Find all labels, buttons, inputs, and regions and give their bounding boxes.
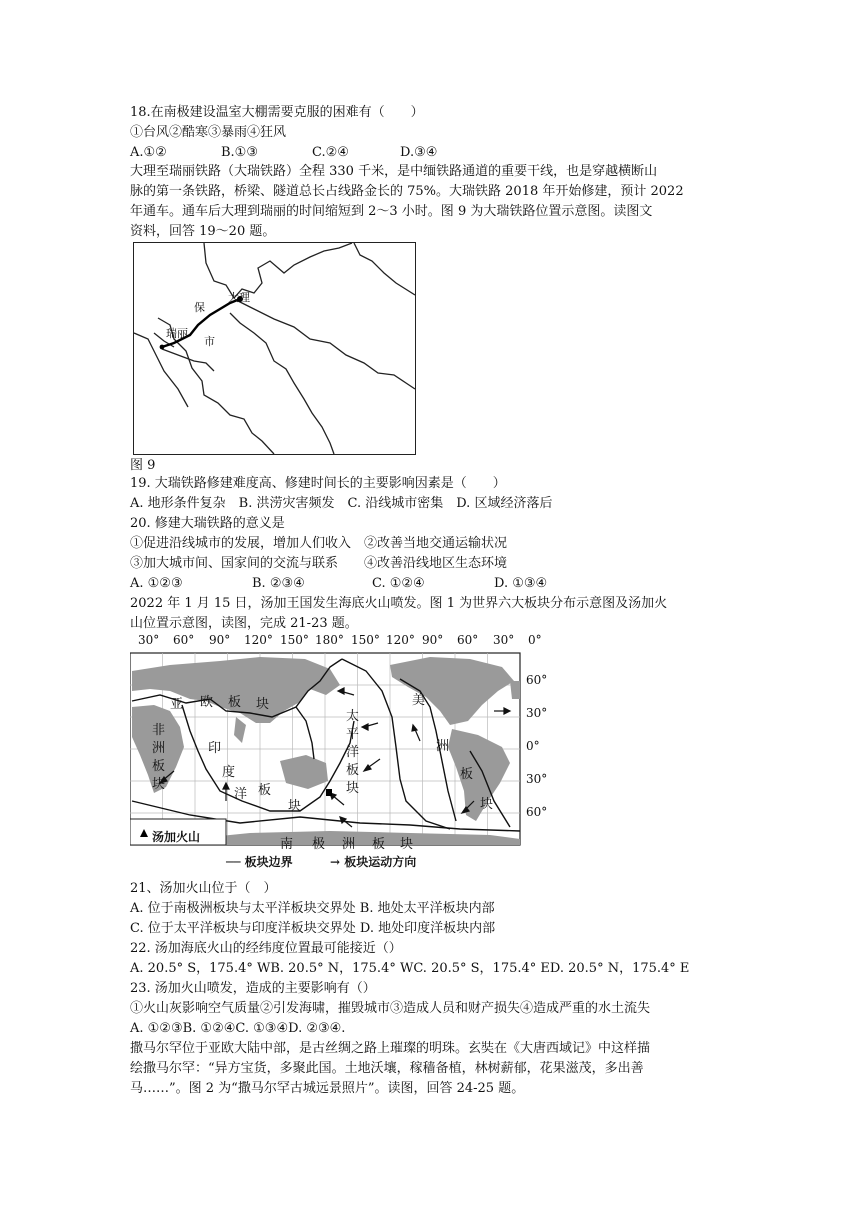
q21-options-ab: A. 位于南极洲板块与太平洋板块交界处 B. 地处太平洋板块内部 <box>130 901 495 916</box>
intro19-line-4: 资料，回答 19～20 题。 <box>130 224 276 239</box>
plate-label-indo-3: 洋 <box>234 787 248 802</box>
latitude-tick: 60° <box>526 673 548 687</box>
plate-label-eurasia-4: 块 <box>256 697 270 712</box>
latitude-tick: 60° <box>526 805 548 819</box>
intro19-line-3: 年通车。通车后大理到瑞丽的时间缩短到 2～3 小时。图 9 为大瑞铁路位置示意图。读图文 <box>130 204 653 219</box>
label-bao: 保 <box>194 301 205 314</box>
plate-label-america-2: 洲 <box>436 739 450 754</box>
q20-items-2: ③加大城市间、国家间的交流与联系 ④改善沿线地区生态环境 <box>130 556 508 571</box>
q18-option-d: D.③④ <box>400 145 438 160</box>
plate-label-america-4: 块 <box>480 797 494 812</box>
plate-label-eurasia-3: 板 <box>228 695 242 710</box>
plate-label-eurasia-2: 欧 <box>200 695 214 710</box>
longitude-tick: 120° <box>386 633 415 647</box>
q18-stem: 18.在南极建设温室大棚需要克服的困难有（ ） <box>130 105 424 120</box>
q23-stem: 23. 汤加火山喷发，造成的主要影响有（） <box>130 981 376 996</box>
longitude-tick: 120° <box>244 633 273 647</box>
intro19-line-1: 大理至瑞丽铁路（大瑞铁路）全程 330 千米，是中缅铁路通道的重要干线，也是穿越横断山 <box>130 164 658 179</box>
longitude-tick: 90° <box>422 633 444 647</box>
q21-options-cd: C. 位于太平洋板块与印度洋板块交界处 D. 地处印度洋板块内部 <box>130 921 496 936</box>
figure-9-caption: 图 9 <box>130 458 156 473</box>
longitude-tick: 60° <box>173 633 195 647</box>
plate-label-pacific-4: 板 <box>346 763 360 778</box>
plate-label-antarctic-3: 洲 <box>342 837 356 852</box>
q20-option-c: C. ①②④ <box>372 576 425 591</box>
q19-stem: 19. 大瑞铁路修建难度高、修建时间长的主要影响因素是（ ） <box>130 476 506 491</box>
legend-volcano-label: 汤加火山 <box>152 830 201 844</box>
plate-label-antarctic-2: 极 <box>312 837 326 852</box>
plate-label-pacific-2: 平 <box>346 727 360 742</box>
latitude-tick: 30° <box>526 706 548 720</box>
plate-label-antarctic-5: 块 <box>400 837 414 852</box>
label-shi: 市 <box>204 335 215 348</box>
plate-label-africa-1: 非 <box>152 723 166 738</box>
figure-9-map <box>133 242 416 455</box>
q18-option-b: B.①③ <box>221 145 258 160</box>
tonga-volcano-marker <box>326 789 332 796</box>
intro21-line-1: 2022 年 1 月 15 日，汤加王国发生海底火山喷发。图 1 为世界六大板块分布示意图及汤加火 <box>130 596 668 611</box>
q18-option-a: A.①② <box>130 145 167 160</box>
plate-label-pacific-1: 太 <box>346 709 360 724</box>
q20-option-b: B. ②③④ <box>252 576 305 591</box>
plate-label-africa-4: 块 <box>152 777 166 792</box>
longitude-tick: 90° <box>209 633 231 647</box>
plate-label-pacific-5: 块 <box>346 781 360 796</box>
q23-items: ①火山灰影响空气质量②引发海啸，摧毁城市③造成人员和财产损失④造成严重的水土流失 <box>130 1001 651 1016</box>
longitude-tick: 150° <box>280 633 309 647</box>
plate-label-pacific-3: 洋 <box>346 745 360 760</box>
q21-stem: 21、汤加火山位于（ ） <box>130 881 277 896</box>
longitude-tick: 30° <box>493 633 515 647</box>
plate-label-indo-4: 板 <box>258 783 272 798</box>
q20-items-1: ①促进沿线城市的发展，增加人们收入 ②改善当地交通运输状况 <box>130 536 508 551</box>
plate-label-africa-2: 洲 <box>152 741 166 756</box>
intro24-line-2: 绘撒马尔罕：“异方宝货，多聚此国。土地沃壤，稼穑备植，林树薪郁，花果滋茂，多出善 <box>130 1061 644 1076</box>
intro21-line-2: 山位置示意图，读图，完成 21-23 题。 <box>130 616 358 631</box>
plate-label-indo-5: 块 <box>288 799 302 814</box>
q20-option-d: D. ①③④ <box>494 576 548 591</box>
q22-stem: 22. 汤加海底火山的经纬度位置最可能接近（） <box>130 941 402 956</box>
q23-options: A. ①②③B. ①②④C. ①③④D. ②③④. <box>130 1021 346 1036</box>
longitude-tick: 150° <box>351 633 380 647</box>
label-dali: 大理 <box>228 291 250 304</box>
legend-motion: → 板块运动方向 <box>330 855 417 869</box>
longitude-tick: 180° <box>315 633 344 647</box>
plate-label-africa-3: 板 <box>152 759 166 774</box>
legend-boundary: ── 板块边界 <box>226 855 293 869</box>
latitude-tick: 30° <box>526 772 548 786</box>
plate-label-america-1: 美 <box>412 693 426 708</box>
latitude-tick: 0° <box>526 739 540 753</box>
q18-items: ①台风②酷寒③暴雨④狂风 <box>130 125 287 140</box>
plate-label-indo-2: 度 <box>222 765 236 780</box>
label-ruili: 瑞丽 <box>166 327 188 340</box>
plate-label-eurasia-1: 亚 <box>170 697 184 712</box>
plate-label-antarctic-1: 南 <box>280 837 294 852</box>
longitude-tick: 60° <box>457 633 479 647</box>
intro24-line-1: 撒马尔罕位于亚欧大陆中部，是古丝绸之路上璀璨的明珠。玄奘在《大唐西域记》中这样描 <box>130 1041 651 1056</box>
q18-option-c: C.②④ <box>312 145 349 160</box>
q19-options: A. 地形条件复杂 B. 洪涝灾害频发 C. 沿线城市密集 D. 区域经济落后 <box>130 496 553 511</box>
longitude-tick: 30° <box>138 633 160 647</box>
q22-options: A. 20.5° S，175.4° WB. 20.5° N，175.4° WC. 20.5° S，175.4° ED. 20.5° N，175.4° E <box>130 961 690 976</box>
figure-9-svg <box>134 243 415 454</box>
longitude-tick: 0° <box>528 633 542 647</box>
intro19-line-2: 脉的第一条铁路，桥梁、隧道总长占线路金长的 75%。大瑞铁路 2018 年开始修建，预计 2022 <box>130 184 684 199</box>
q20-option-a: A. ①②③ <box>130 576 183 591</box>
plate-label-america-3: 板 <box>460 767 474 782</box>
figure-1-plate-map <box>130 633 548 871</box>
plate-map-svg <box>130 651 548 849</box>
intro24-line-3: 马……”。图 2 为“撒马尔罕古城远景照片”。读图，回答 24-25 题。 <box>130 1081 525 1096</box>
q20-stem: 20. 修建大瑞铁路的意义是 <box>130 516 285 531</box>
plate-label-antarctic-4: 板 <box>372 837 386 852</box>
plate-label-indo-1: 印 <box>208 741 222 756</box>
